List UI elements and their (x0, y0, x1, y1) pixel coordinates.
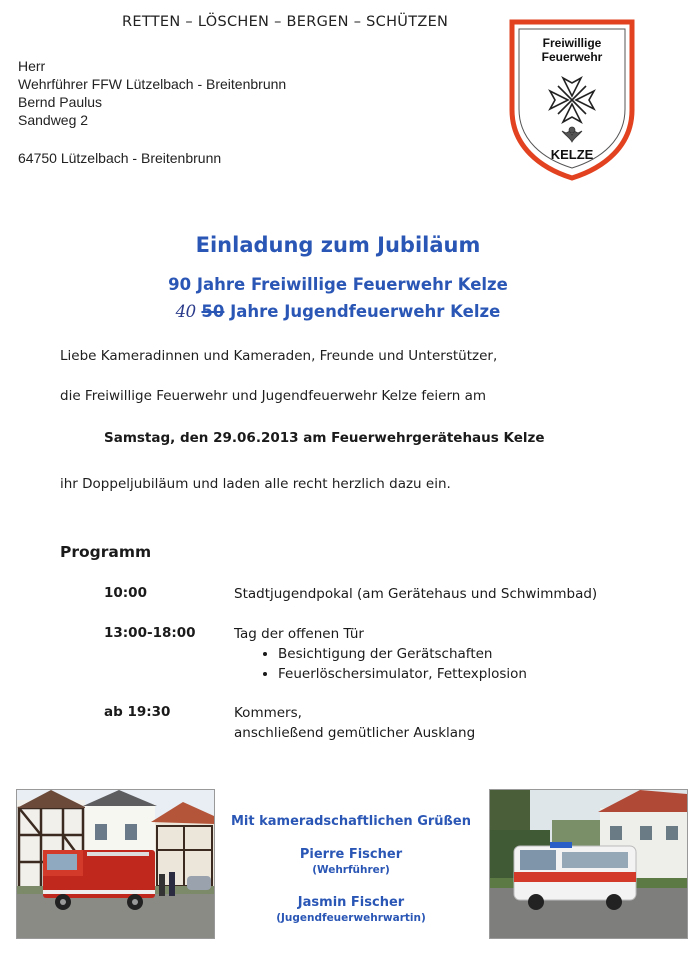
body-line-invite: ihr Doppeljubiläum und laden alle recht herzlich dazu ein. (60, 476, 451, 492)
anniversary-line-youth-brigade (0, 302, 676, 321)
signatory-role-1: (Wehrführer) (312, 864, 390, 876)
program-desc-3 (234, 703, 475, 743)
program-time-1: 10:00 (104, 585, 147, 601)
program-heading: Programm (60, 543, 152, 561)
program-bullet-list (234, 644, 527, 684)
address-line-city: 64750 Lützelbach - Breitenbrunn (18, 150, 222, 166)
program-bullet-2: • Feuerlöschersimulator, Fettexplosion (278, 664, 527, 684)
invitation-title: Einladung zum Jubiläum (195, 233, 481, 257)
body-line-celebrate: die Freiwillige Feuerwehr und Jugendfeuerwehr Kelze feiern am (60, 388, 487, 404)
recipient-address (18, 57, 286, 167)
crest-text-bottom: KELZE (550, 147, 594, 162)
struck-number: 50 (201, 302, 225, 321)
signatory-role-2: (Jugendfeuerwehrwartin) (276, 912, 426, 924)
command-vehicle-icon (514, 842, 636, 910)
fire-department-crest (508, 18, 636, 182)
address-line-salutation: Herr (18, 58, 46, 74)
youth-brigade-text: Jahre Jugendfeuerwehr Kelze (224, 302, 501, 321)
greeting-line: Liebe Kameradinnen und Kameraden, Freunde und Unterstützer, (60, 348, 498, 364)
handwritten-correction: 40 (175, 302, 196, 321)
program-time-3: ab 19:30 (104, 704, 171, 720)
program-desc-3-line2: anschließend gemütlicher Ausklang (234, 725, 476, 741)
program-bullet-1: • Besichtigung der Gerätschaften (278, 644, 527, 664)
crest-text-top1: Freiwillige (542, 36, 602, 50)
signatory-name-2: Jasmin Fischer (297, 895, 405, 910)
motto: RETTEN – LÖSCHEN – BERGEN – SCHÜTZEN (122, 14, 449, 30)
program-time-2: 13:00-18:00 (104, 625, 196, 641)
fire-truck-photo (16, 789, 215, 939)
command-vehicle-photo (489, 789, 688, 939)
address-line-title: Wehrführer FFW Lützelbach - Breitenbrunn (18, 76, 287, 92)
program-desc-1: Stadtjugendpokal (am Gerätehaus und Schwimmbad) (234, 586, 598, 602)
anniversary-line-fire-brigade: 90 Jahre Freiwillige Feuerwehr Kelze (168, 275, 508, 294)
program-desc-2 (234, 624, 527, 684)
closing-greeting: Mit kameradschaftlichen Grüßen (231, 814, 471, 829)
crest-text-top2: Feuerwehr (541, 50, 603, 64)
signatory-name-1: Pierre Fischer (299, 847, 403, 862)
event-date: Samstag, den 29.06.2013 am Feuerwehrgerätehaus Kelze (104, 430, 545, 446)
program-desc-3-line1: Kommers, (234, 705, 302, 721)
address-line-name: Bernd Paulus (18, 94, 103, 110)
address-line-street: Sandweg 2 (18, 112, 89, 128)
program-desc-2-title: Tag der offenen Tür (234, 626, 364, 642)
